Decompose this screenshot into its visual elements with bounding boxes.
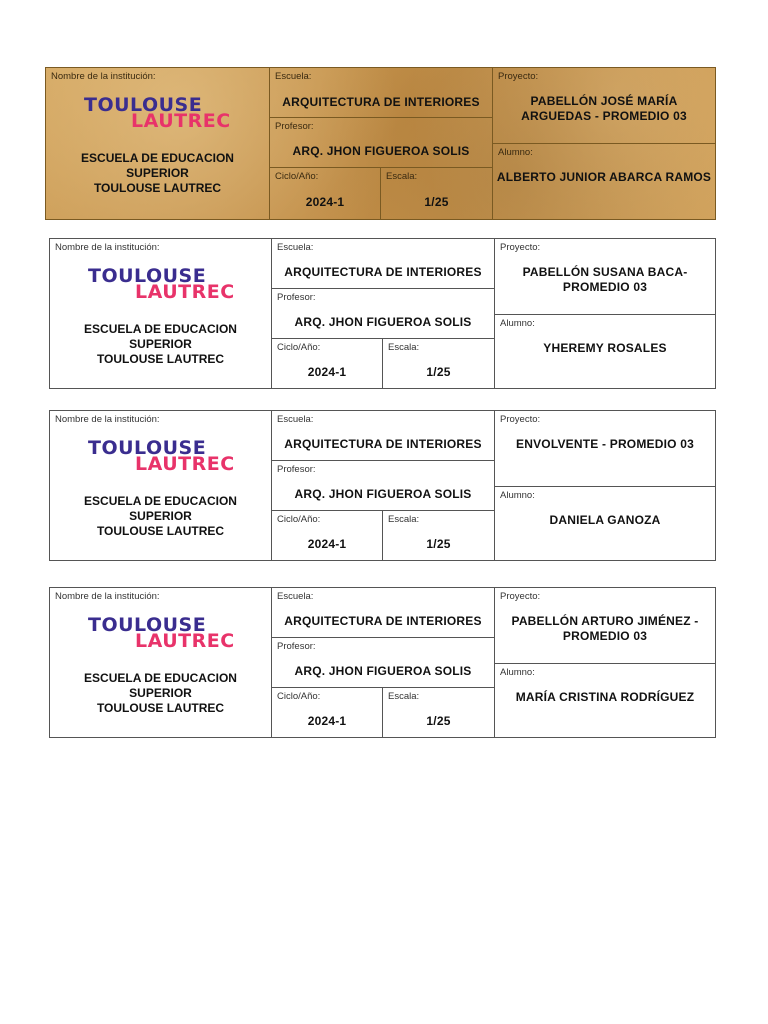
scale-cell	[383, 511, 494, 560]
school-cell	[272, 239, 494, 289]
title-block-1	[45, 67, 716, 220]
cycle-cell	[270, 168, 381, 219]
logo-line-1: TOULOUSE	[84, 94, 203, 116]
project-student-column	[495, 411, 715, 560]
school-cell	[272, 588, 494, 638]
institution-label: Nombre de la institución:	[55, 242, 160, 253]
institution-cell	[46, 68, 270, 219]
scale-value: 1/25	[426, 365, 451, 379]
scale-value: 1/25	[424, 195, 449, 209]
project-cell	[495, 239, 715, 315]
institution-name: ESCUELA DE EDUCACION SUPERIOR TOULOUSE LAUTREC	[84, 322, 237, 366]
school-professor-column	[272, 588, 495, 737]
professor-cell	[272, 461, 494, 511]
professor-label: Profesor:	[277, 641, 316, 652]
school-value: ARQUITECTURA DE INTERIORES	[284, 265, 482, 279]
student-value: MARÍA CRISTINA RODRÍGUEZ	[515, 690, 695, 704]
school-professor-column	[272, 239, 495, 388]
logo-line-2: LAUTREC	[135, 453, 235, 475]
scale-cell	[381, 168, 492, 219]
institution-cell	[50, 411, 272, 560]
student-label: Alumno:	[500, 667, 535, 678]
cycle-label: Ciclo/Año:	[277, 691, 321, 702]
toulouse-lautrec-logo	[88, 614, 238, 650]
professor-label: Profesor:	[277, 464, 316, 475]
student-label: Alumno:	[498, 147, 533, 158]
student-cell	[495, 487, 715, 560]
cycle-scale-row	[272, 511, 494, 560]
project-value: PABELLÓN JOSÉ MARÍA ARGUEDAS - PROMEDIO 03	[521, 94, 687, 123]
student-cell	[493, 144, 715, 219]
scale-label: Escala:	[388, 691, 420, 702]
professor-value: ARQ. JHON FIGUEROA SOLIS	[294, 315, 472, 329]
project-value: ENVOLVENTE - PROMEDIO 03	[516, 437, 694, 451]
school-cell	[270, 68, 492, 118]
scale-label: Escala:	[388, 342, 420, 353]
school-cell	[272, 411, 494, 461]
project-student-column	[493, 68, 715, 219]
institution-label: Nombre de la institución:	[51, 71, 156, 82]
toulouse-lautrec-logo	[84, 94, 234, 130]
cycle-cell	[272, 511, 383, 560]
project-label: Proyecto:	[500, 242, 541, 253]
project-cell	[495, 411, 715, 487]
project-label: Proyecto:	[498, 71, 539, 82]
professor-cell	[272, 289, 494, 339]
scale-value: 1/25	[426, 714, 451, 728]
logo-line-1: TOULOUSE	[88, 437, 207, 459]
cycle-value: 2024-1	[307, 365, 347, 379]
institution-name: ESCUELA DE EDUCACION SUPERIOR TOULOUSE LAUTREC	[81, 151, 234, 195]
professor-value: ARQ. JHON FIGUEROA SOLIS	[294, 664, 472, 678]
cycle-label: Ciclo/Año:	[277, 342, 321, 353]
school-value: ARQUITECTURA DE INTERIORES	[284, 437, 482, 451]
toulouse-lautrec-logo	[88, 437, 238, 473]
school-label: Escuela:	[277, 591, 314, 602]
project-label: Proyecto:	[500, 414, 541, 425]
school-professor-column	[272, 411, 495, 560]
institution-cell	[50, 588, 272, 737]
cycle-label: Ciclo/Año:	[277, 514, 321, 525]
logo-line-1: TOULOUSE	[88, 614, 207, 636]
cycle-scale-row	[272, 339, 494, 388]
professor-cell	[270, 118, 492, 168]
project-value: PABELLÓN SUSANA BACA- PROMEDIO 03	[522, 265, 688, 294]
institution-label: Nombre de la institución:	[55, 591, 160, 602]
school-label: Escuela:	[277, 414, 314, 425]
student-cell	[495, 664, 715, 737]
school-label: Escuela:	[275, 71, 312, 82]
cycle-cell	[272, 339, 383, 388]
cycle-value: 2024-1	[307, 714, 347, 728]
project-student-column	[495, 588, 715, 737]
scale-cell	[383, 339, 494, 388]
logo-line-2: LAUTREC	[131, 110, 231, 132]
scale-label: Escala:	[388, 514, 420, 525]
cycle-scale-row	[272, 688, 494, 737]
school-professor-column	[270, 68, 493, 219]
student-label: Alumno:	[500, 490, 535, 501]
institution-name: ESCUELA DE EDUCACION SUPERIOR TOULOUSE LAUTREC	[84, 494, 237, 538]
institution-name: ESCUELA DE EDUCACION SUPERIOR TOULOUSE LAUTREC	[84, 671, 237, 715]
institution-label: Nombre de la institución:	[55, 414, 160, 425]
institution-cell	[50, 239, 272, 388]
project-label: Proyecto:	[500, 591, 541, 602]
professor-value: ARQ. JHON FIGUEROA SOLIS	[294, 487, 472, 501]
professor-label: Profesor:	[277, 292, 316, 303]
scale-value: 1/25	[426, 537, 451, 551]
school-value: ARQUITECTURA DE INTERIORES	[282, 95, 480, 109]
title-block-2	[49, 238, 716, 389]
cycle-value: 2024-1	[305, 195, 345, 209]
logo-line-2: LAUTREC	[135, 630, 235, 652]
logo-line-2: LAUTREC	[135, 281, 235, 303]
title-block-3	[49, 410, 716, 561]
project-value: PABELLÓN ARTURO JIMÉNEZ - PROMEDIO 03	[511, 614, 699, 643]
student-label: Alumno:	[500, 318, 535, 329]
cycle-cell	[272, 688, 383, 737]
professor-value: ARQ. JHON FIGUEROA SOLIS	[292, 144, 470, 158]
student-value: DANIELA GANOZA	[549, 513, 661, 527]
student-value: YHEREMY ROSALES	[543, 341, 667, 355]
project-student-column	[495, 239, 715, 388]
cycle-value: 2024-1	[307, 537, 347, 551]
scale-label: Escala:	[386, 171, 418, 182]
student-cell	[495, 315, 715, 388]
cycle-scale-row	[270, 168, 492, 219]
student-value: ALBERTO JUNIOR ABARCA RAMOS	[496, 170, 712, 184]
school-label: Escuela:	[277, 242, 314, 253]
project-cell	[493, 68, 715, 144]
toulouse-lautrec-logo	[88, 265, 238, 301]
title-block-4	[49, 587, 716, 738]
logo-line-1: TOULOUSE	[88, 265, 207, 287]
cycle-label: Ciclo/Año:	[275, 171, 319, 182]
professor-label: Profesor:	[275, 121, 314, 132]
professor-cell	[272, 638, 494, 688]
project-cell	[495, 588, 715, 664]
scale-cell	[383, 688, 494, 737]
school-value: ARQUITECTURA DE INTERIORES	[284, 614, 482, 628]
